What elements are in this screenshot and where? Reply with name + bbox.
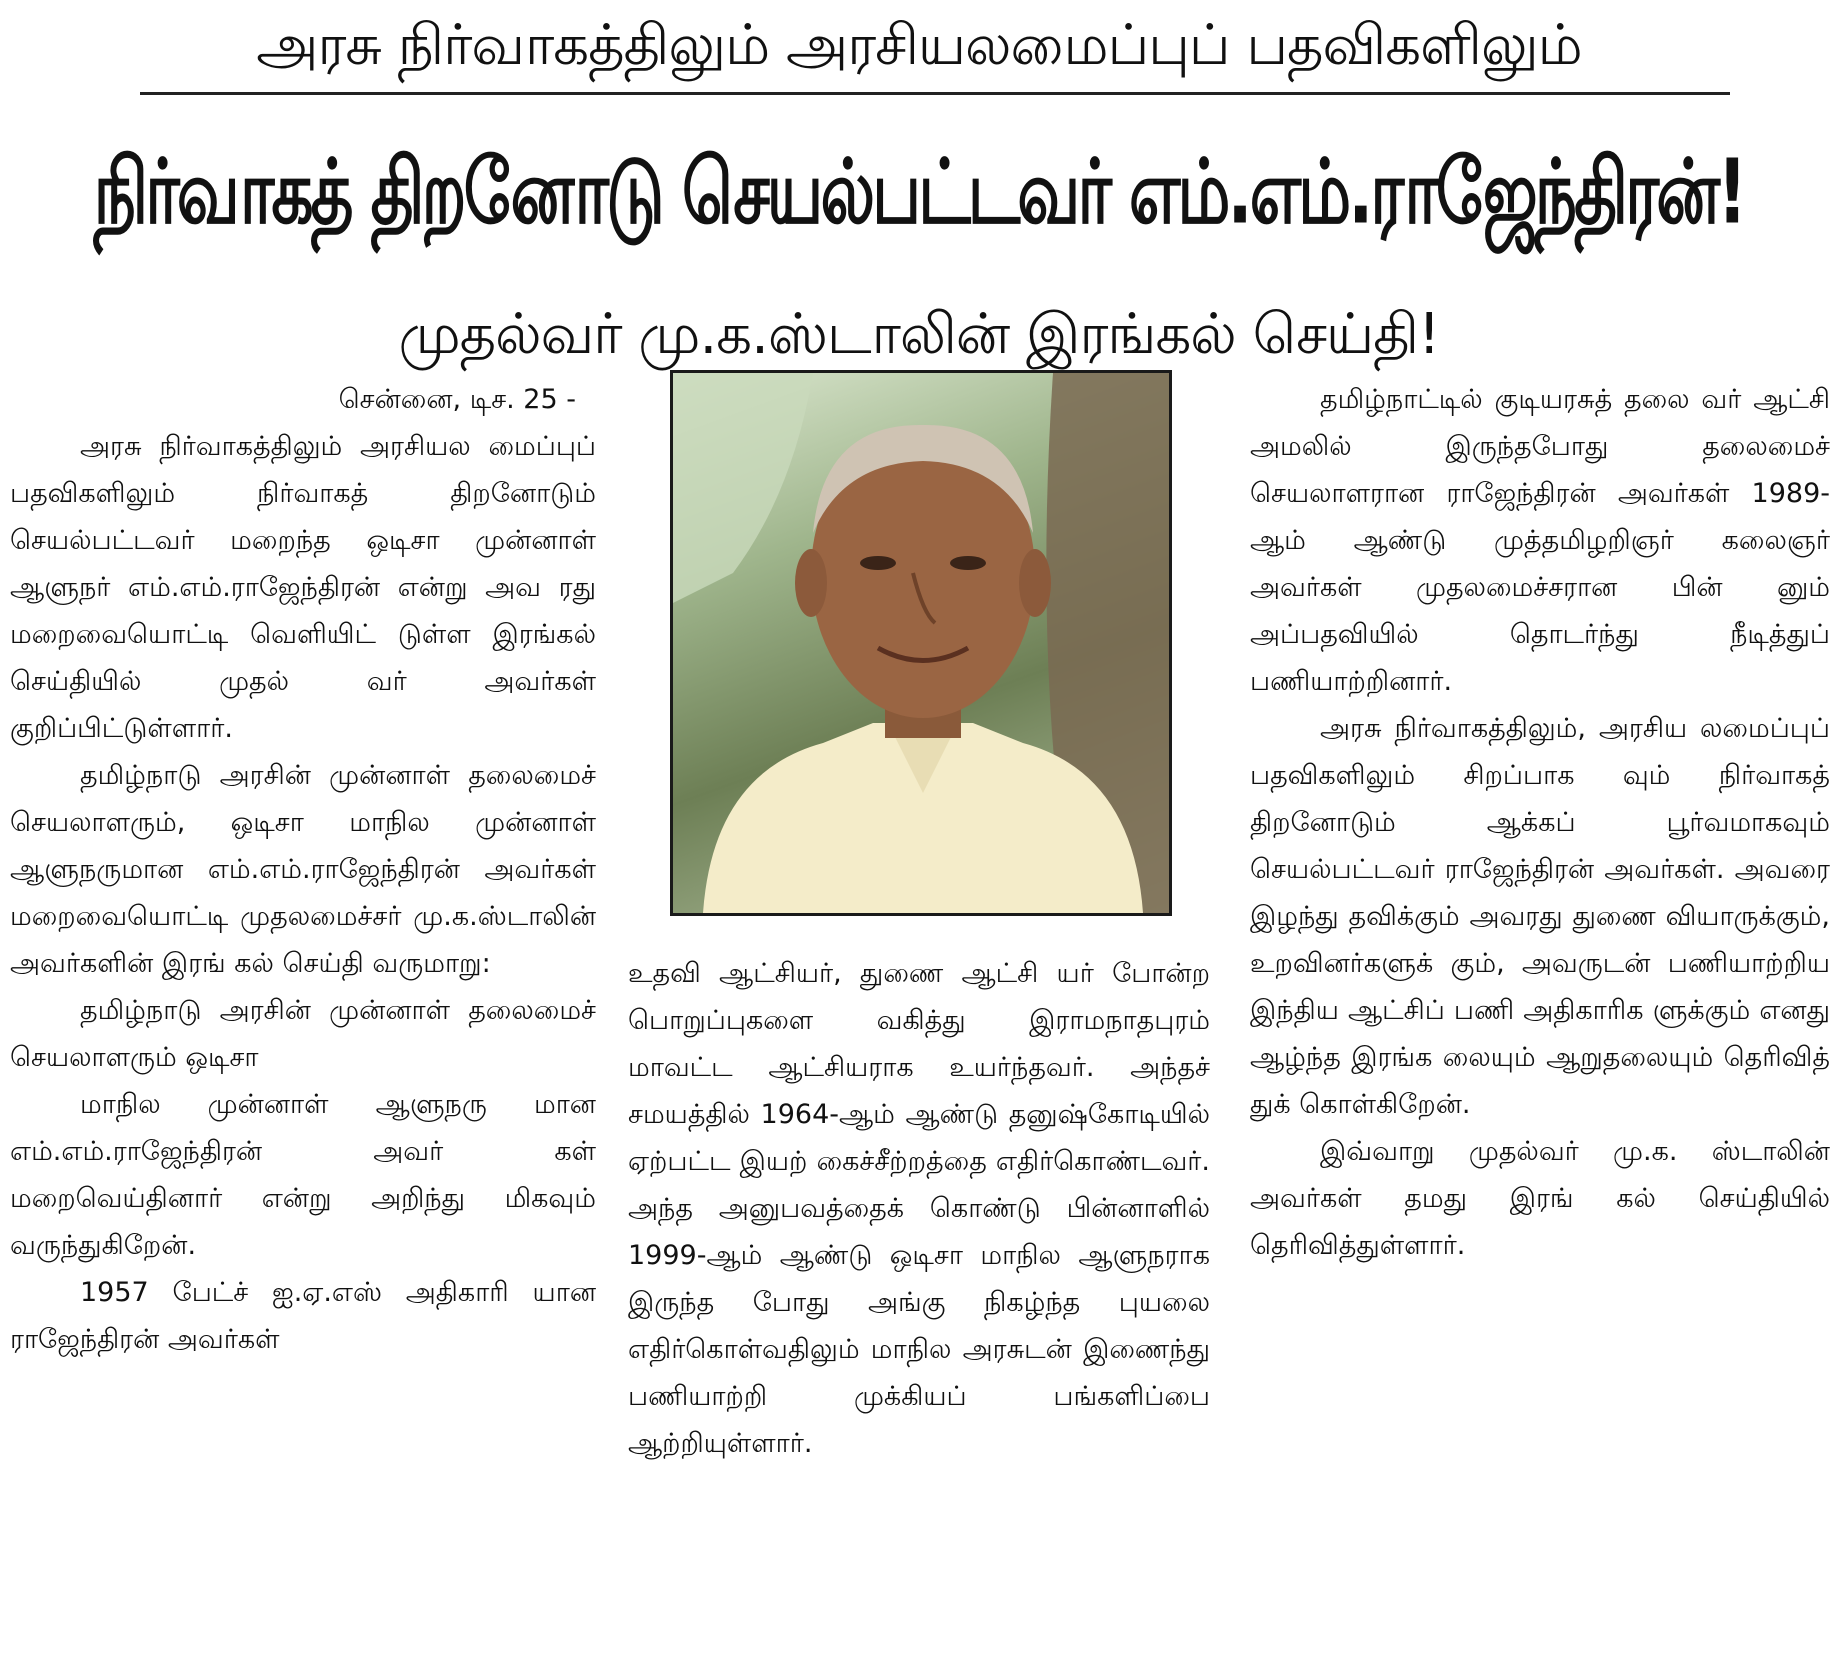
portrait-photo (670, 370, 1172, 916)
paragraph: அரசு நிர்வாகத்திலும் அரசியல மைப்புப் பதவிகளிலும் நிர்வாகத் திறனோடும் செயல்பட்டவர் மறைந்த ஒடிசா முன்னாள் ஆளுநர் எம்.எம்.ராஜேந்திரன் என்று அவ ரது மறைவையொட்டி வெளியிட் டுள்ள இரங்கல் செய்தியில் முதல் வர் அவர்கள் குறிப்பிட்டுள்ளார். (10, 431, 596, 744)
paragraph: மாநில முன்னாள் ஆளுநரு மான எம்.எம்.ராஜேந்திரன் அவர் கள் மறைவெய்தினார் என்று அறிந்து மிகவும் வருந்துகிறேன். (10, 1089, 596, 1261)
article-headline: நிர்வாகத் திறனோடு செயல்பட்டவர் எம்.எம்.ராஜேந்திரன்! (93, 140, 1745, 245)
article-dateline: சென்னை, டிச. 25 - (338, 384, 576, 415)
article-subheadline: முதல்வர் மு.க.ஸ்டாலின் இரங்கல் செய்தி! (398, 302, 1440, 367)
paragraph: 1957 பேட்ச் ஐ.ஏ.எஸ் அதிகாரி யான ராஜேந்திரன் அவர்கள் (10, 1277, 596, 1355)
paragraph: உதவி ஆட்சியர், துணை ஆட்சி யர் போன்ற பொறுப்புகளை வகித்து இராமநாதபுரம் மாவட்ட ஆட்சியராக உயர்ந்தவர். அந்தச் சமயத்தில் 1964-ஆம் ஆண்டு தனுஷ்கோடியில் ஏற்பட்ட இயற் கைச்சீற்றத்தை எதிர்கொண்டவர். அந்த அனுபவத்தைக் கொண்டு பின்னாளில் 1999-ஆம் ஆண்டு ஒடிசா மாநில ஆளுநராக இருந்த போது அங்கு நிகழ்ந்த புயலை எதிர்கொள்வதிலும் மாநில அரசுடன் இணைந்து பணியாற்றி முக்கியப் பங்களிப்பை ஆற்றியுள்ளார். (628, 958, 1210, 1459)
article-kicker: அரசு நிர்வாகத்திலும் அரசியலமைப்புப் பதவிகளிலும் (256, 13, 1582, 78)
paragraph: இவ்வாறு முதல்வர் மு.க. ஸ்டாலின் அவர்கள் தமது இரங் கல் செய்தியில் தெரிவித்துள்ளார். (1250, 1136, 1830, 1261)
article-column-left (10, 376, 596, 1363)
portrait-illustration (673, 373, 1169, 913)
kicker-divider (140, 92, 1730, 95)
article-column-middle (628, 950, 1210, 1467)
paragraph: அரசு நிர்வாகத்திலும், அரசிய லமைப்புப் பதவிகளிலும் சிறப்பாக வும் நிர்வாகத் திறனோடும் ஆக்கப் பூர்வமாகவும் செயல்பட்டவர் ராஜேந்திரன் அவர்கள். அவரை இழந்து தவிக்கும் அவரது துணை வியாருக்கும், உறவினர்களுக் கும், அவருடன் பணியாற்றிய இந்திய ஆட்சிப் பணி அதிகாரிக ளுக்கும் எனது ஆழ்ந்த இரங்க லையும் ஆறுதலையும் தெரிவித் துக் கொள்கிறேன். (1250, 713, 1830, 1120)
paragraph: தமிழ்நாடு அரசின் முன்னாள் தலைமைச் செயலாளரும் ஒடிசா (10, 995, 596, 1073)
paragraph: தமிழ்நாட்டில் குடியரசுத் தலை வர் ஆட்சி அமலில் இருந்தபோது தலைமைச் செயலாளரான ராஜேந்திரன் அவர்கள் 1989-ஆம் ஆண்டு முத்தமிழறிஞர் கலைஞர் அவர்கள் முதலமைச்சரான பின் னும் அப்பதவியில் தொடர்ந்து நீடித்துப் பணியாற்றினார். (1250, 384, 1830, 697)
paragraph: தமிழ்நாடு அரசின் முன்னாள் தலைமைச் செயலாளரும், ஒடிசா மாநில முன்னாள் ஆளுநருமான எம்.எம்.ராஜேந்திரன் அவர்கள் மறைவையொட்டி முதலமைச்சர் மு.க.ஸ்டாலின் அவர்களின் இரங் கல் செய்தி வருமாறு: (10, 760, 596, 979)
article-column-right (1250, 376, 1830, 1269)
